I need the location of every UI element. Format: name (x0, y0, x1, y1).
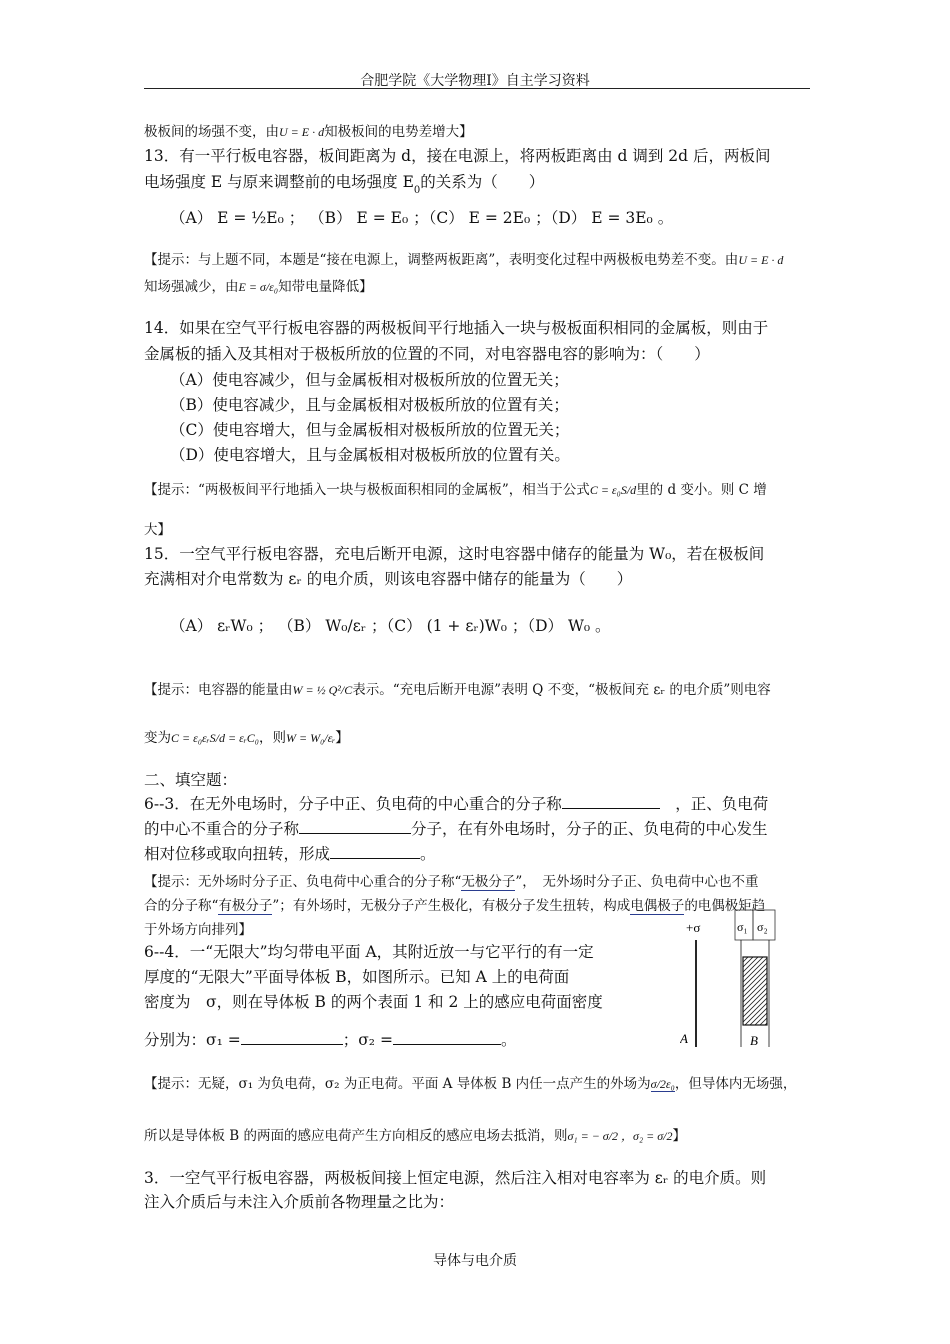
label-sigma1: σ₁ (737, 920, 748, 934)
hint-15-line1: 【提示：电容器的能量由W = ½ Q²/C表示。“充电后断开电源”表明 Q 不变，“极板间充 εᵣ 的电介质”则电容 (144, 682, 771, 698)
answer-blank-1[interactable] (562, 794, 660, 809)
page-header: 合肥学院《大学物理Ⅰ》自主学习资料 (360, 73, 590, 89)
hint-15-line2: 变为C = ε₀εᵣS/d = εᵣC₀，则W = W₀/εᵣ】 (144, 730, 349, 746)
label-plus-sigma: +σ (686, 920, 701, 935)
answer-blank-sigma1[interactable] (241, 1030, 343, 1045)
hint-6-4-line1: 【提示：无疑，σ₁ 为负电荷，σ₂ 为正电荷。平面 A 导体板 B 内任一点产生的外场为σ/2ε₀，但导体内无场强， (144, 1076, 797, 1092)
question-6-4-line1: 6--4．一“无限大”均匀带电平面 A，其附近放一与它平行的有一定 (144, 943, 594, 961)
question-14-line1: 14．如果在空气平行板电容器的两极板间平行地插入一块与极板面积相同的金属板，则由于 (144, 319, 769, 337)
hint-6-3-line1: 【提示：无外场时分子正、负电荷中心重合的分子称“无极分子”， 无外场时分子正、负电荷中心也不重 (144, 874, 759, 890)
question-6-4-line3: 密度为 σ，则在导体板 B 的两个表面 1 和 2 上的感应电荷面密度 (144, 993, 603, 1011)
question-13-line1: 13．有一平行板电容器，板间距离为 d，接在电源上，将两板距离由 d 调到 2d 后，两板间 (144, 147, 771, 165)
charged-plane-conductor-figure (680, 905, 790, 1065)
conductor-plate-b (743, 957, 767, 1025)
question-13-options: （A） E = ½E₀ ； （B） E = E₀ ；（C） E = 2E₀ ；（D） E = 3E₀ 。 (170, 209, 674, 227)
label-b: B (750, 1033, 758, 1048)
page-footer: 导体与电介质 (433, 1253, 517, 1269)
question-6-4-line4: 分别为：σ₁ = ；σ₂ = 。 (144, 1031, 517, 1049)
question-6-3-line3: 相对位移或取向扭转，形成 。 (144, 845, 436, 863)
question-6-3-line1: 6--3．在无外电场时，分子中正、负电荷的中心重合的分子称 ，正、负电荷 (144, 795, 769, 813)
answer-blank-sigma2[interactable] (393, 1030, 501, 1045)
question-15-line2: 充满相对介电常数为 εᵣ 的电介质，则该电容器中储存的能量为（ ） (144, 570, 633, 588)
hint-6-3-line2: 合的分子称“有极分子”；有外场时，无极分子产生极化，有极分子发生扭转，构成电偶极子的电偶极矩趋 (144, 898, 766, 914)
question-3-line2: 注入介质后与未注入介质前各物理量之比为： (144, 1193, 455, 1211)
answer-blank-2[interactable] (299, 819, 411, 834)
question-14-option-a: （A）使电容减少，但与金属板相对极板所放的位置无关； (170, 371, 569, 389)
question-6-4-line2: 厚度的“无限大”平面导体板 B，如图所示。已知 A 上的电荷面 (144, 968, 570, 986)
question-14-option-b: （B）使电容减少，且与金属板相对极板所放的位置有关； (170, 396, 569, 414)
hint-12-end: 极板间的场强不变，由U = E · d知极板间的电势差增大】 (144, 124, 473, 140)
question-15-options: （A） εᵣW₀ ； （B） W₀/εᵣ ；（C） (1 + εᵣ)W₀ ；（D） W₀ 。 (170, 617, 611, 635)
section-fill-in-title: 二、填空题： (144, 771, 238, 789)
question-14-option-c: （C）使电容增大，但与金属板相对极板所放的位置无关； (170, 421, 570, 439)
hint-13-line1: 【提示：与上题不同，本题是“接在电源上，调整两板距离”，表明变化过程中两极板电势差不变。由U = E · d (144, 252, 784, 268)
hint-14-line2: 大】 (144, 522, 171, 538)
hint-6-3-line3: 于外场方向排列】 (144, 922, 252, 938)
question-6-3-line2: 的中心不重合的分子称 分子，在有外电场时，分子的正、负电荷的中心发生 (144, 820, 768, 838)
label-a: A (680, 1031, 688, 1046)
question-13-line2: 电场强度 E 与原来调整前的电场强度 $E_0$的关系为（ ） (144, 173, 545, 196)
question-14-option-d: （D）使电容增大，且与金属板相对极板所放的位置有关。 (170, 446, 570, 464)
hint-13-line2: 知场强减少，由E = σ/ε₀知带电量降低】 (144, 279, 373, 295)
question-3-line1: 3．一空气平行板电容器，两极板间接上恒定电源，然后注入相对电容率为 εᵣ 的电介质。则 (144, 1169, 767, 1187)
answer-blank-3[interactable] (330, 844, 420, 859)
label-sigma2: σ₂ (757, 920, 768, 934)
question-14-line2: 金属板的插入及其相对于极板所放的位置的不同，对电容器电容的影响为：（ ） (144, 345, 710, 363)
header-rule (144, 88, 810, 89)
hint-6-4-line2: 所以是导体板 B 的两面的感应电荷产生方向相反的感应电场去抵消，则σ₁ = − σ/2 ，σ₂ = σ/2】 (144, 1128, 686, 1144)
question-15-line1: 15．一空气平行板电容器，充电后断开电源，这时电容器中储存的能量为 W₀，若在极板间 (144, 545, 765, 563)
hint-14-line1: 【提示：“两极板间平行地插入一块与极板面积相同的金属板”，相当于公式C = ε₀S/d里的 d 变小。则 C 增 (144, 482, 767, 498)
